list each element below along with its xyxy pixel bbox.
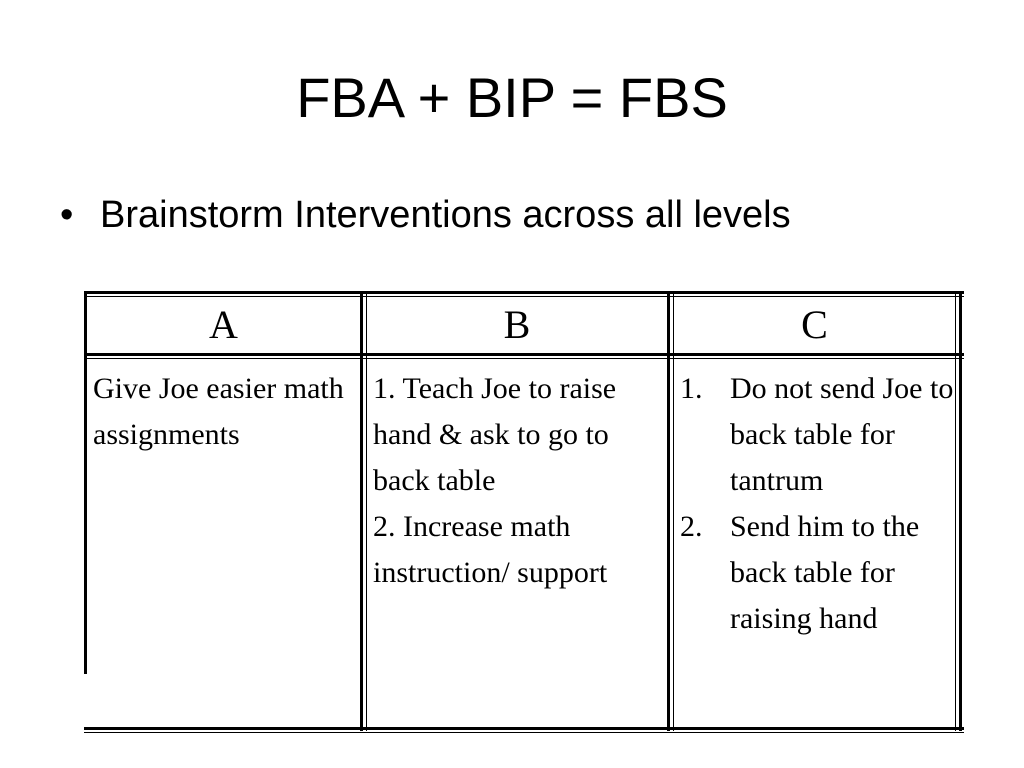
cell-c-list [680,366,960,642]
list-item-text: Send him to the back table for raising hand [730,510,920,635]
bullet-item [60,190,791,240]
bullet-dot-icon: • [60,194,74,236]
list-item [680,504,960,642]
cell-a-text: Give Joe easier math assignments [93,372,344,451]
col-divider-ab-inner [366,291,367,731]
column-header-a: A [209,302,238,347]
col-divider-bc [667,291,670,731]
column-header-b: B [503,302,531,347]
list-item-text: Do not send Joe to back table for tantrum [730,372,954,497]
col-divider-bc-inner [673,291,674,731]
list-item-number: 2. [680,510,703,543]
table-border-top [84,291,964,294]
cell-c [680,366,960,642]
cell-a [93,366,353,458]
table-border-bottom [84,727,964,730]
header-divider [84,353,964,356]
header-divider-inner [84,358,964,359]
column-header-c: C [801,302,828,347]
list-item-number: 1. [680,372,703,405]
table-border-bottom-inner [84,732,964,733]
col-divider-ab [360,291,363,731]
bullet-text: Brainstorm Interventions across all levels [100,194,791,236]
slide-title: FBA + BIP = FBS [296,66,728,129]
cell-b-item-2: 2. Increase math instruction/ support [373,510,608,589]
list-item [680,366,960,504]
cell-b-item-1: 1. Teach Joe to raise hand & ask to go to back table [373,372,617,497]
cell-b [373,366,663,596]
